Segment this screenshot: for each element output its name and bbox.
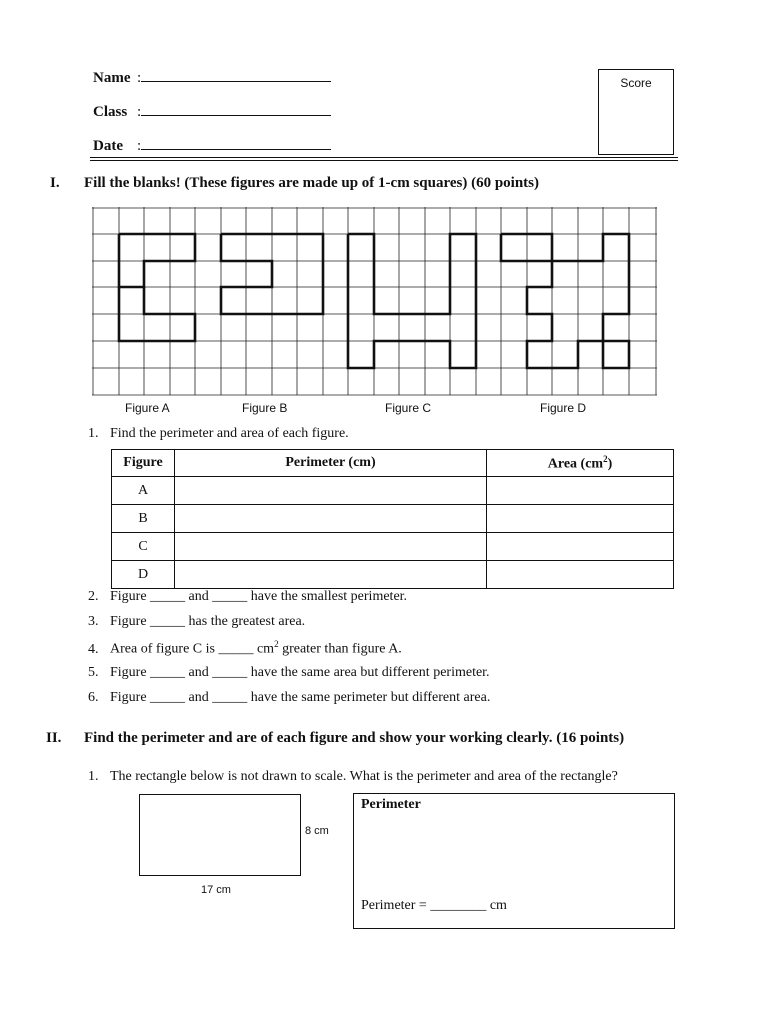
question-3-number: 3. xyxy=(88,614,99,629)
section2-question-1 xyxy=(88,769,618,785)
section1-numeral: I. xyxy=(50,175,60,191)
section2-question-1-number: 1. xyxy=(88,769,99,784)
perimeter-answer-title: Perimeter xyxy=(361,797,421,812)
table-row xyxy=(112,561,674,589)
question-1-number: 1. xyxy=(88,426,99,441)
table-row xyxy=(112,477,674,505)
question-2-text: Figure _____ and _____ have the smallest perimeter. xyxy=(110,589,408,604)
name-colon: : xyxy=(137,70,142,86)
table-row xyxy=(112,505,674,533)
table-header-row xyxy=(112,450,674,477)
figure-d-outline xyxy=(501,234,629,368)
question-2[interactable] xyxy=(88,589,407,605)
question-6[interactable] xyxy=(88,690,490,706)
perimeter-answer-box[interactable] xyxy=(353,793,675,929)
figure-b-label: Figure B xyxy=(242,401,288,415)
class-blank[interactable] xyxy=(141,102,331,116)
question-2-number: 2. xyxy=(88,589,99,604)
row-label-b: B xyxy=(112,505,175,533)
section2-title: Find the perimeter and are of each figure and show your working clearly. (16 points) xyxy=(84,730,625,746)
figure-a-label: Figure A xyxy=(125,401,170,415)
row-label-d: D xyxy=(112,561,175,589)
perimeter-cell-a[interactable] xyxy=(175,477,487,505)
question-3-text: Figure _____ has the greatest area. xyxy=(110,614,306,629)
date-blank[interactable] xyxy=(141,136,331,150)
figure-a-outline xyxy=(119,234,195,287)
question-6-number: 6. xyxy=(88,690,99,705)
area-cell-d[interactable] xyxy=(487,561,674,589)
figure-c-label: Figure C xyxy=(385,401,432,415)
name-label: Name xyxy=(93,70,131,86)
rectangle-height-label: 8 cm xyxy=(305,825,329,837)
class-colon: : xyxy=(137,104,142,120)
header-area xyxy=(487,450,674,477)
question-4-sup: 2 xyxy=(274,639,279,649)
perimeter-cell-d[interactable] xyxy=(175,561,487,589)
question-3[interactable] xyxy=(88,614,305,630)
question-5-number: 5. xyxy=(88,665,99,680)
figure-d-label: Figure D xyxy=(540,401,587,415)
date-row xyxy=(93,136,331,155)
area-cell-c[interactable] xyxy=(487,533,674,561)
class-row xyxy=(93,102,331,121)
header-area-sup: 2 xyxy=(603,453,608,464)
class-label: Class xyxy=(93,104,128,120)
perimeter-area-table xyxy=(111,449,674,589)
score-box[interactable] xyxy=(598,69,674,155)
header-area-close: ) xyxy=(607,456,613,472)
question-4-text-end: greater than figure A. xyxy=(278,641,402,657)
section2-numeral: II. xyxy=(46,730,62,746)
question-1 xyxy=(88,426,349,442)
name-row xyxy=(93,68,331,87)
header-perimeter: Perimeter (cm) xyxy=(175,450,487,477)
question-4-number: 4. xyxy=(88,641,99,657)
area-cell-b[interactable] xyxy=(487,505,674,533)
perimeter-cell-b[interactable] xyxy=(175,505,487,533)
area-cell-a[interactable] xyxy=(487,477,674,505)
question-5-text: Figure _____ and _____ have the same area but different perimeter. xyxy=(110,665,490,680)
perimeter-cell-c[interactable] xyxy=(175,533,487,561)
header-rule-bottom xyxy=(90,160,678,161)
rectangle-width-label: 17 cm xyxy=(201,884,231,896)
perimeter-answer-line: Perimeter = ________ cm xyxy=(361,898,507,913)
score-label: Score xyxy=(620,76,652,90)
table-row xyxy=(112,533,674,561)
question-1-text: Find the perimeter and area of each figure. xyxy=(110,426,349,441)
row-label-c: C xyxy=(112,533,175,561)
figure-c-outline xyxy=(348,234,476,368)
question-6-text: Figure _____ and _____ have the same perimeter but different area. xyxy=(110,690,491,705)
section1-title: Fill the blanks! (These figures are made up of 1-cm squares) (60 points) xyxy=(84,175,540,191)
figure-grid xyxy=(92,207,658,397)
header-rule-top xyxy=(90,157,678,158)
row-label-a: A xyxy=(112,477,175,505)
question-4-text: Area of figure C is _____ cm xyxy=(110,641,275,657)
date-label: Date xyxy=(93,138,123,154)
date-colon: : xyxy=(137,138,142,154)
question-4[interactable] xyxy=(88,639,402,658)
rectangle-figure xyxy=(139,794,301,876)
header-area-text: Area (cm xyxy=(547,456,604,472)
section2-question-1-text: The rectangle below is not drawn to scale. What is the perimeter and area of the rectangle? xyxy=(110,769,618,784)
name-blank[interactable] xyxy=(141,68,331,82)
question-5[interactable] xyxy=(88,665,490,681)
header-figure: Figure xyxy=(112,450,175,477)
